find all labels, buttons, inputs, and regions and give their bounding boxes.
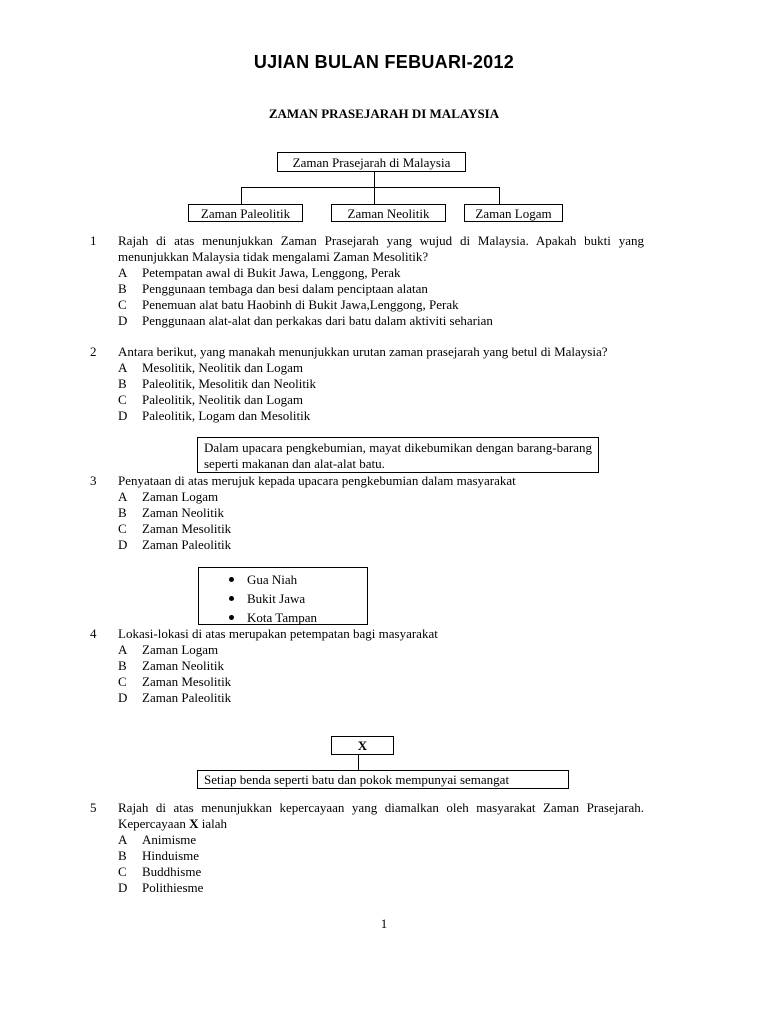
bullet-icon	[229, 615, 234, 620]
bullet-icon	[229, 596, 234, 601]
option-c[interactable]: C Buddhisme	[118, 864, 202, 879]
option-a[interactable]: A Animisme	[118, 832, 197, 847]
bullet-icon	[229, 577, 234, 582]
tree-connector	[499, 187, 500, 204]
list-item: Gua Niah	[199, 570, 367, 589]
question-number: 3	[90, 473, 97, 488]
question-number: 2	[90, 344, 97, 359]
page-number: 1	[380, 916, 388, 931]
location-list	[199, 570, 367, 627]
belief-description-box: Setiap benda seperti batu dan pokok mempunyai semangat	[197, 770, 569, 789]
list-item: Bukit Jawa	[199, 589, 367, 608]
option-a[interactable]: A Mesolitik, Neolitik dan Logam	[118, 360, 304, 375]
question-text: Penyataan di atas merujuk kepada upacara pengkebumian dalam masyarakat	[118, 473, 516, 488]
question-number: 5	[90, 800, 97, 815]
tree-child-neolitik: Zaman Neolitik	[331, 204, 446, 222]
question-text: Rajah di atas menunjukkan kepercayaan yang diamalkan oleh masyarakat Zaman Prasejarah. Kepercayaan X ialah	[118, 800, 644, 831]
question-text: Lokasi-lokasi di atas merupakan petempatan bagi masyarakat	[118, 626, 438, 641]
option-c[interactable]: C Zaman Mesolitik	[118, 521, 232, 536]
option-b[interactable]: B Zaman Neolitik	[118, 658, 224, 673]
tree-child-logam: Zaman Logam	[464, 204, 563, 222]
stimulus-box: Dalam upacara pengkebumian, mayat dikebumikan dengan barang-barang seperti makanan dan alat-alat batu.	[197, 437, 599, 473]
option-c[interactable]: C Zaman Mesolitik	[118, 674, 232, 689]
tree-connector	[241, 187, 500, 188]
question-text: Rajah di atas menunjukkan Zaman Prasejarah yang wujud di Malaysia. Apakah bukti yang menunjukkan Malaysia tidak mengalami Zaman Mesolitik?	[118, 233, 644, 264]
question-number: 1	[90, 233, 97, 248]
option-b[interactable]: B Hinduisme	[118, 848, 200, 863]
option-d[interactable]: D Paleolitik, Logam dan Mesolitik	[118, 408, 311, 423]
option-c[interactable]: C Penemuan alat batu Haobinh di Bukit Jawa,Lenggong, Perak	[118, 297, 459, 312]
question-number: 4	[90, 626, 97, 641]
page-subtitle: ZAMAN PRASEJARAH DI MALAYSIA	[268, 106, 500, 121]
option-b[interactable]: B Penggunaan tembaga dan besi dalam penciptaan alatan	[118, 281, 428, 296]
diagram-connector	[358, 755, 359, 770]
tree-connector	[374, 187, 375, 204]
question-text: Antara berikut, yang manakah menunjukkan urutan zaman prasejarah yang betul di Malaysia?	[118, 344, 608, 359]
tree-child-paleolitik: Zaman Paleolitik	[188, 204, 303, 222]
location-list-box	[198, 567, 368, 625]
option-d[interactable]: D Zaman Paleolitik	[118, 537, 232, 552]
tree-connector	[374, 172, 375, 188]
option-c[interactable]: C Paleolitik, Neolitik dan Logam	[118, 392, 304, 407]
option-d[interactable]: D Polithiesme	[118, 880, 204, 895]
tree-connector	[241, 187, 242, 204]
option-d[interactable]: D Penggunaan alat-alat dan perkakas dari batu dalam aktiviti seharian	[118, 313, 493, 328]
list-item: Kota Tampan	[199, 608, 367, 627]
option-a[interactable]: A Petempatan awal di Bukit Jawa, Lenggong, Perak	[118, 265, 401, 280]
option-a[interactable]: A Zaman Logam	[118, 489, 219, 504]
option-d[interactable]: D Zaman Paleolitik	[118, 690, 232, 705]
option-b[interactable]: B Zaman Neolitik	[118, 505, 224, 520]
belief-x-box: X	[331, 736, 394, 755]
option-b[interactable]: B Paleolitik, Mesolitik dan Neolitik	[118, 376, 317, 391]
page-title: UJIAN BULAN FEBUARI-2012	[253, 52, 515, 72]
option-a[interactable]: A Zaman Logam	[118, 642, 219, 657]
tree-root-box: Zaman Prasejarah di Malaysia	[277, 152, 466, 172]
